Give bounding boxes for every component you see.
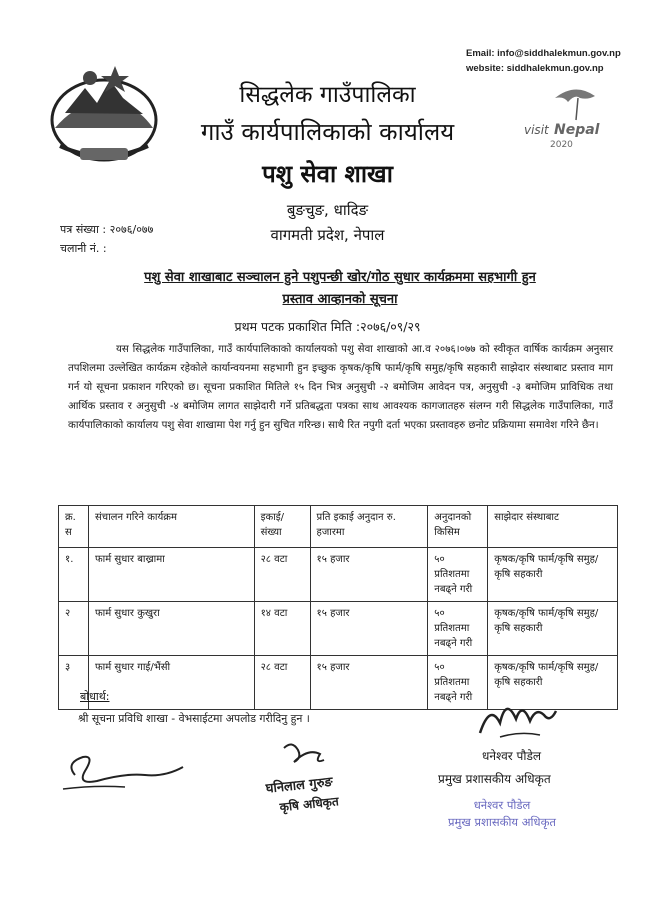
svg-text:Nepal: Nepal bbox=[554, 122, 600, 138]
stamp-name: धनेश्वर पौडेल bbox=[473, 798, 531, 812]
contact-info bbox=[466, 46, 621, 76]
office-name: गाउँ कार्यपालिकाको कार्यालय bbox=[200, 118, 455, 146]
table-cell: १. bbox=[59, 548, 89, 602]
table-cell: कृषक/कृषि फार्म/कृषि समुह/कृषि सहकारी bbox=[488, 548, 618, 602]
table-header: इकाई/ संख्या bbox=[254, 506, 310, 548]
table-cell: ५० प्रतिशतमा नबढ्ने गरी bbox=[428, 602, 488, 656]
handwritten-signature-icon bbox=[55, 745, 190, 795]
agriculture-officer-seal-icon bbox=[262, 738, 362, 820]
table-header: संचालन गरिने कार्यक्रम bbox=[88, 506, 254, 548]
table-cell: कृषक/कृषि फार्म/कृषि समुह/कृषि सहकारी bbox=[488, 656, 618, 710]
notice-title-line2: प्रस्ताव आव्हानको सूचना bbox=[282, 292, 398, 307]
table-header-row bbox=[59, 506, 618, 548]
letter-number: पत्र संख्या : २०७६/०७७ bbox=[60, 223, 154, 236]
stamp-title: प्रमुख प्रशासकीय अधिकृत bbox=[448, 815, 556, 829]
table-cell: २८ वटा bbox=[254, 548, 310, 602]
table-cell: १५ हजार bbox=[310, 548, 428, 602]
table-cell: फार्म सुधार कुखुरा bbox=[88, 602, 254, 656]
notice-body: यस सिद्धलेक गाउँपालिका, गाउँ कार्यपालिकाको कार्यालयको पशु सेवा शाखाको आ.व २०७६।०७७ को स्वीकृत वार्षिक कार्यक्रम अनुसार तपशिलमा उल्लेखित कार्यक्रम रहेकोले कार्यान्वयनमा सहभागी हुन इच्छुक कृषक/कृषि फार्म/कृषि समुह/कृषि सहकारी साझेदार संस्थाबाट प्रस्ताव माग गर्न यो सूचना प्रकाशन गरिएको छ। सूचना प्रकाशित मितिले १५ दिन भित्र अनुसुची -२ बमोजिम आवेदन पत्र, अनुसुची -३ बमोजिम प्राविधिक तथा आर्थिक प्रस्ताव र अनुसुची -४ बमोजिम लागत साझेदारी गर्ने प्रतिबद्धता पत्रका साथ आवश्यक कागजातहरु संलग्न गरी सिद्धलेक गाउँपालिका, गाउँ कार्यपालिकाको कार्यालय पशु सेवा शाखामा पेश गर्नु हुन सुचित गरिन्छ। साथै रित नपुगी दर्ता भएका प्रस्तावहरु छनोट प्रक्रियामा समावेश गरिने छैन। bbox=[68, 344, 613, 431]
table-cell: फार्म सुधार बाख्रामा bbox=[88, 548, 254, 602]
notice-title-line1: पशु सेवा शाखाबाट सञ्चालन हुने पशुपन्छी खोर/गोठ सुधार कार्यक्रममा सहभागी हुन bbox=[144, 270, 536, 285]
svg-text:कृषि अधिकृत: कृषि अधिकृत bbox=[279, 794, 340, 815]
nepal-emblem-icon bbox=[45, 58, 163, 168]
table-header: अनुदानको किसिम bbox=[428, 506, 488, 548]
table-cell: ५० प्रतिशतमा नबढ्ने गरी bbox=[428, 656, 488, 710]
table-cell: २८ वटा bbox=[254, 656, 310, 710]
table-cell: २ bbox=[59, 602, 89, 656]
table-row bbox=[59, 602, 618, 656]
svg-text:घनिलाल गुरुङ: घनिलाल गुरुङ bbox=[265, 774, 334, 797]
table-header: क्र. स bbox=[59, 506, 89, 548]
table-cell: १५ हजार bbox=[310, 656, 428, 710]
table-cell: १५ हजार bbox=[310, 602, 428, 656]
table-cell: १४ वटा bbox=[254, 602, 310, 656]
branch-name: पशु सेवा शाखा bbox=[262, 159, 393, 188]
table-header: साझेदार संस्थाबाट bbox=[488, 506, 618, 548]
svg-text:2020: 2020 bbox=[550, 140, 573, 150]
program-table bbox=[58, 505, 618, 710]
officer-title: प्रमुख प्रशासकीय अधिकृत bbox=[438, 772, 551, 786]
website-link[interactable]: website: siddhalekmun.gov.np bbox=[466, 63, 604, 74]
table-row bbox=[59, 548, 618, 602]
table-cell: फार्म सुधार गाई/भैंसी bbox=[88, 656, 254, 710]
official-stamp bbox=[432, 797, 572, 831]
table-header: प्रति इकाई अनुदान रु. हजारमा bbox=[310, 506, 428, 548]
table-cell: ५० प्रतिशतमा नबढ्ने गरी bbox=[428, 548, 488, 602]
table-cell: कृषक/कृषि फार्म/कृषि समुह/कृषि सहकारी bbox=[488, 602, 618, 656]
svg-text:visit: visit bbox=[524, 123, 549, 137]
officer-name: धनेश्वर पौडेल bbox=[482, 749, 542, 763]
table-cell: ३ bbox=[59, 656, 89, 710]
place-text: बुङचुङ, धादिङ bbox=[286, 201, 369, 219]
cc-label: बोधार्थ: bbox=[80, 690, 110, 703]
cc-recipient: श्री सूचना प्रविधि शाखा - वेभसाईटमा अपलोड गरीदिनु हुन । bbox=[78, 712, 310, 725]
dispatch-number: चलानी नं. : bbox=[60, 242, 107, 255]
org-name: सिद्धलेक गाउँपालिका bbox=[239, 82, 416, 108]
email-text: Email: info@siddhalekmun.gov.np bbox=[466, 48, 621, 59]
officer-signature-icon bbox=[470, 693, 560, 741]
province-text: वागमती प्रदेश, नेपाल bbox=[270, 226, 385, 244]
published-date: प्रथम पटक प्रकाशित मिति :२०७६/०९/२९ bbox=[234, 319, 421, 334]
